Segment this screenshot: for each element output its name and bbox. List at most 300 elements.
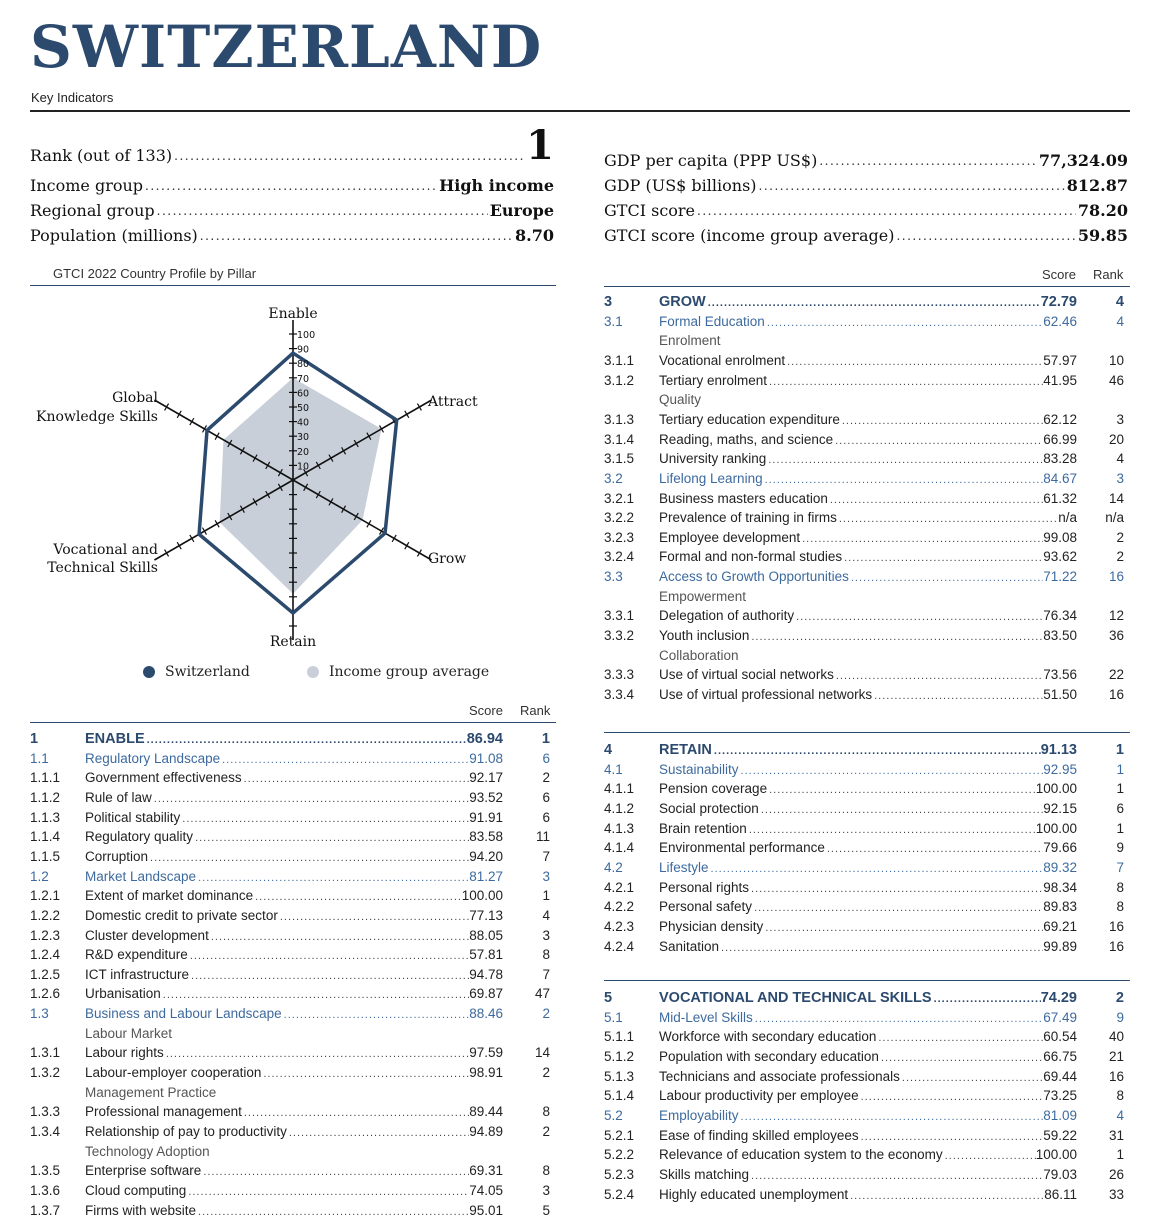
row-score: 59.22	[1043, 1127, 1077, 1143]
axis-label-attract: Attract	[428, 394, 478, 410]
row-rank: 1	[541, 731, 550, 747]
indicator-label: Rank (out of 133)	[30, 146, 173, 165]
group-heading-row	[30, 1144, 556, 1164]
leader-dots	[842, 415, 1043, 427]
row-score: 100.00	[1035, 1147, 1077, 1163]
row-score: 41.95	[1043, 372, 1077, 388]
leader-dots	[861, 1131, 1044, 1143]
row-score: 81.27	[469, 868, 503, 884]
leader-dots	[191, 970, 469, 982]
indicator-row	[604, 510, 1130, 530]
row-number: 3.3.4	[604, 687, 635, 702]
row-score: 97.59	[469, 1045, 503, 1061]
row-rank: 26	[1108, 1166, 1124, 1182]
sub-pillar-row	[604, 569, 1130, 589]
indicator-row	[604, 412, 1130, 432]
row-number: 3.1	[604, 313, 623, 329]
leader-dots	[902, 1072, 1043, 1084]
radar-chart	[30, 290, 556, 650]
indicator-row	[604, 919, 1130, 939]
indicator-label: GTCI score (income group average)	[604, 226, 895, 245]
row-rank: 2	[542, 1006, 550, 1022]
row-score: 84.67	[1043, 470, 1077, 486]
grow-table-rule	[604, 286, 1130, 287]
row-name: Quality	[659, 392, 702, 408]
leader-dots	[711, 863, 1044, 875]
title-divider	[30, 110, 1130, 112]
leader-dots	[741, 1111, 1044, 1123]
leader-dots	[244, 773, 470, 785]
row-score: 91.13	[1040, 742, 1077, 758]
indicator-row	[604, 353, 1130, 373]
row-name: Use of virtual social networks	[659, 667, 834, 683]
row-score: 89.83	[1043, 899, 1077, 915]
row-name: Firms with website	[85, 1202, 197, 1218]
indicator-value: Europe	[489, 201, 554, 220]
row-score: 99.08	[1043, 529, 1077, 545]
row-number: 4.1.1	[604, 781, 635, 797]
row-number: 3.3.2	[604, 628, 635, 644]
leader-dots	[851, 572, 1043, 584]
leader-dots	[150, 852, 469, 864]
row-rank: 33	[1108, 1186, 1124, 1202]
row-rank: 9	[1116, 840, 1124, 856]
row-name: Business and Labour Landscape	[85, 1006, 282, 1022]
leader-dots	[850, 1190, 1044, 1202]
sub-pillar-row	[30, 751, 556, 771]
indicator-row	[604, 1167, 1130, 1187]
row-rank: 36	[1108, 628, 1124, 644]
row-number: 3.2	[604, 470, 623, 486]
page-title: SWITZERLAND	[30, 13, 543, 81]
indicator-row	[30, 888, 556, 908]
row-name: Enterprise software	[85, 1163, 202, 1179]
axis-label-grow: Grow	[428, 551, 467, 567]
row-rank: 4	[1116, 451, 1124, 467]
leader-dots	[827, 843, 1043, 855]
row-number: 1.2.5	[30, 966, 61, 982]
row-name: Relevance of education system to the economy	[659, 1147, 943, 1163]
row-score: 66.99	[1043, 431, 1077, 447]
row-number: 5	[604, 990, 613, 1006]
indicator-row	[604, 1049, 1130, 1069]
leader-dots	[751, 1170, 1043, 1182]
row-score: 86.11	[1044, 1186, 1077, 1202]
row-name: Highly educated unemployment	[659, 1186, 849, 1202]
row-number: 1.2	[30, 868, 49, 884]
row-rank: 8	[542, 947, 550, 963]
row-name: Employee development	[659, 529, 801, 545]
row-rank: 8	[1116, 1088, 1124, 1104]
indicator-label: Income group	[30, 176, 144, 195]
indicator-row	[604, 1128, 1130, 1148]
row-score: 88.46	[469, 1006, 503, 1022]
row-number: 1.3.4	[30, 1124, 61, 1139]
legend-dot-country	[143, 666, 155, 678]
row-name: Social protection	[659, 800, 759, 816]
row-rank: 40	[1108, 1029, 1124, 1045]
row-name: Pension coverage	[659, 781, 768, 797]
row-score: 60.54	[1043, 1029, 1077, 1045]
row-name: Sustainability	[659, 761, 739, 777]
row-number: 1.1.2	[30, 789, 61, 805]
indicator-row	[30, 790, 556, 810]
row-number: 3.2.3	[604, 529, 635, 545]
indicator-row	[604, 781, 1130, 801]
row-score: 94.20	[469, 848, 503, 864]
leader-dots	[289, 1127, 469, 1139]
left-rank-header: Rank	[520, 703, 551, 718]
indicator-row	[604, 880, 1130, 900]
legend-label-average: Income group average	[329, 664, 490, 680]
row-rank: n/a	[1105, 510, 1124, 526]
indicator-value: 77,324.09	[1038, 151, 1128, 170]
row-number: 5.2	[604, 1107, 623, 1123]
row-number: 5.2.4	[604, 1186, 635, 1202]
leader-dots	[198, 872, 469, 884]
row-name: Cloud computing	[85, 1182, 187, 1198]
row-rank: 3	[1116, 411, 1124, 427]
row-name: Enrolment	[659, 333, 721, 349]
row-rank: 14	[534, 1045, 550, 1061]
chart-caption-rule	[30, 285, 556, 286]
row-name: Market Landscape	[85, 868, 197, 884]
row-rank: 8	[1116, 899, 1124, 915]
pillar-row	[604, 742, 1130, 762]
leader-dots	[836, 670, 1043, 682]
indicator-row	[30, 1045, 556, 1065]
vts-table-rule	[604, 980, 1130, 981]
row-score: 100.00	[461, 888, 503, 904]
row-score: 62.46	[1043, 313, 1077, 329]
leader-dots	[839, 513, 1058, 525]
row-number: 4.1.4	[604, 840, 635, 856]
row-name: Rule of law	[85, 789, 152, 805]
row-name: Vocational enrolment	[659, 352, 786, 368]
row-name: Prevalence of training in firms	[659, 510, 837, 526]
row-rank: 3	[1116, 470, 1124, 486]
row-name: RETAIN	[659, 742, 712, 758]
row-rank: 9	[1116, 1009, 1124, 1025]
indicator-label: GDP (US$ billions)	[604, 176, 757, 195]
row-number: 1.2.1	[30, 888, 61, 904]
row-name: Tertiary education expenditure	[659, 411, 840, 427]
row-score: 57.97	[1043, 352, 1077, 368]
leader-dots	[751, 883, 1043, 895]
indicator-row	[604, 373, 1130, 393]
row-number: 1.3.7	[30, 1202, 61, 1218]
indicator-row	[30, 908, 556, 928]
row-name: Ease of finding skilled employees	[659, 1127, 859, 1143]
legend-average	[307, 664, 489, 680]
row-name: Tertiary enrolment	[659, 372, 768, 388]
leader-dots	[751, 631, 1043, 643]
row-name: Labour productivity per employee	[659, 1088, 859, 1104]
row-score: 93.62	[1043, 549, 1077, 565]
sub-pillar-row	[30, 1006, 556, 1026]
row-name: ICT infrastructure	[85, 966, 190, 982]
row-rank: 46	[1108, 372, 1124, 388]
leader-dots	[796, 611, 1043, 623]
retain-table-rule	[604, 732, 1130, 733]
row-number: 5.1	[604, 1009, 623, 1025]
indicator-row	[30, 1183, 556, 1203]
row-rank: 21	[1108, 1048, 1124, 1064]
leader-dots	[211, 931, 469, 943]
row-name: Empowerment	[659, 588, 747, 604]
indicator-row	[604, 1069, 1130, 1089]
leader-dots	[765, 474, 1044, 486]
row-score: 94.89	[469, 1124, 503, 1139]
leader-dots	[244, 1107, 469, 1119]
leader-dots	[188, 1186, 469, 1198]
leader-dots	[163, 989, 469, 1001]
row-number: 1.3.3	[30, 1104, 61, 1120]
row-name: Personal safety	[659, 899, 753, 915]
row-score: 73.25	[1043, 1088, 1077, 1104]
row-number: 1.2.3	[30, 927, 61, 943]
leader-dots	[769, 376, 1043, 388]
row-rank: 16	[1108, 918, 1124, 934]
indicator-value: 812.87	[1066, 176, 1128, 195]
row-rank: 8	[542, 1163, 550, 1179]
tick-label: 10	[297, 461, 310, 473]
row-score: 92.95	[1043, 761, 1077, 777]
tick-label: 90	[297, 344, 310, 356]
indicator-row	[604, 840, 1130, 860]
leader-dots	[844, 552, 1043, 564]
row-name: Urbanisation	[85, 986, 161, 1002]
indicator-value: 1	[526, 122, 554, 169]
row-name: Use of virtual professional networks	[659, 687, 873, 702]
row-score: 94.78	[469, 966, 503, 982]
indicator-row	[604, 687, 1130, 707]
leader-dots	[878, 1032, 1043, 1044]
group-heading-row	[604, 589, 1130, 609]
row-number: 3.1.3	[604, 411, 635, 427]
row-number: 3.1.5	[604, 451, 635, 467]
leader-dots	[787, 356, 1043, 368]
row-name: Physician density	[659, 918, 764, 934]
key-indicator-gtci-income-avg	[604, 220, 1128, 245]
row-number: 4.2	[604, 859, 623, 875]
row-number: 3.3.1	[604, 608, 635, 624]
row-name: R&D expenditure	[85, 947, 188, 963]
row-name: Technicians and associate professionals	[659, 1068, 900, 1084]
row-name: VOCATIONAL AND TECHNICAL SKILLS	[659, 990, 932, 1006]
leader-dots	[222, 754, 469, 766]
row-number: 1.3.5	[30, 1163, 61, 1179]
row-name: Relationship of pay to productivity	[85, 1124, 287, 1139]
row-score: 69.87	[469, 986, 503, 1002]
leader-dots	[721, 942, 1043, 954]
leader-dots	[874, 690, 1043, 702]
row-number: 4.1	[604, 761, 623, 777]
row-rank: 22	[1108, 667, 1124, 683]
row-name: Mid-Level Skills	[659, 1009, 753, 1025]
leader-dots	[768, 454, 1043, 466]
row-name: Skills matching	[659, 1166, 750, 1182]
row-rank: 4	[542, 907, 550, 923]
pillar-row	[604, 294, 1130, 314]
row-score: 57.81	[469, 947, 503, 963]
indicator-row	[604, 549, 1130, 569]
leader-dots	[708, 297, 1041, 309]
row-rank: 6	[542, 750, 550, 766]
row-score: 92.15	[1043, 800, 1077, 816]
row-name: Lifelong Learning	[659, 470, 763, 486]
indicator-row	[30, 967, 556, 987]
row-rank: 2	[1116, 529, 1124, 545]
page-subtitle: Key Indicators	[31, 90, 114, 105]
leader-dots	[754, 902, 1043, 914]
indicator-row	[604, 1029, 1130, 1049]
row-rank: 8	[542, 1104, 550, 1120]
row-name: Professional management	[85, 1104, 242, 1120]
row-number: 5.1.2	[604, 1048, 635, 1064]
row-name: Reading, maths, and science	[659, 431, 834, 447]
row-number: 1.3.2	[30, 1065, 61, 1081]
row-rank: 6	[1116, 800, 1124, 816]
tick-label: 60	[297, 388, 310, 400]
row-score: 62.12	[1043, 411, 1077, 427]
row-score: 91.08	[469, 750, 503, 766]
leader-dots	[881, 1052, 1043, 1064]
row-score: 71.22	[1043, 569, 1077, 585]
leader-dots	[154, 793, 469, 805]
row-name: Employability	[659, 1107, 739, 1123]
group-heading-row	[604, 648, 1130, 668]
row-rank: 16	[1108, 938, 1124, 954]
key-indicator-gdp-per-capita	[604, 145, 1128, 170]
row-score: 69.31	[469, 1163, 503, 1179]
leader-dots	[934, 993, 1041, 1005]
leader-dots	[195, 832, 469, 844]
right-rank-header: Rank	[1093, 267, 1124, 282]
left-score-header: Score	[469, 703, 503, 718]
key-indicator-gdp	[604, 170, 1128, 195]
left-table-rule	[30, 722, 556, 723]
row-score: 89.32	[1043, 859, 1077, 875]
row-number: 4.1.3	[604, 820, 635, 836]
indicator-row	[604, 1088, 1130, 1108]
indicator-row	[30, 1065, 556, 1085]
row-score: n/a	[1058, 510, 1077, 526]
row-number: 3.1.1	[604, 352, 635, 368]
row-name: Labour-employer cooperation	[85, 1065, 262, 1081]
indicator-row	[604, 451, 1130, 471]
row-rank: 7	[542, 848, 550, 864]
row-name: Regulatory Landscape	[85, 750, 221, 766]
leader-dots	[203, 1166, 469, 1178]
row-rank: 3	[542, 927, 550, 943]
leader-dots	[749, 824, 1036, 836]
row-rank: 2	[542, 1065, 550, 1081]
tick-label: 70	[297, 373, 310, 385]
row-number: 4.2.4	[604, 938, 635, 954]
axis-label-global: Knowledge Skills	[35, 409, 158, 425]
row-name: Lifestyle	[659, 859, 709, 875]
row-number: 1.3	[30, 1006, 49, 1022]
indicator-label: GDP per capita (PPP US$)	[604, 151, 818, 170]
indicator-label: Regional group	[30, 201, 155, 220]
indicator-row	[604, 939, 1130, 959]
row-score: 100.00	[1035, 820, 1077, 836]
row-rank: 6	[542, 789, 550, 805]
row-score: 73.56	[1043, 667, 1077, 683]
row-number: 1.1.4	[30, 829, 61, 845]
indicator-row	[30, 1203, 556, 1223]
row-rank: 3	[542, 1182, 550, 1198]
leader-dots	[741, 765, 1044, 777]
row-name: Youth inclusion	[659, 628, 750, 644]
row-number: 4.2.1	[604, 879, 635, 895]
indicator-row	[604, 608, 1130, 628]
leader-dots	[147, 734, 467, 746]
sub-pillar-row	[604, 762, 1130, 782]
leader-dots	[830, 494, 1043, 506]
row-number: 4.1.2	[604, 800, 635, 816]
row-rank: 4	[1115, 294, 1124, 310]
row-score: 83.28	[1043, 451, 1077, 467]
row-number: 3	[604, 294, 613, 310]
axis-label-vocational: Technical Skills	[47, 560, 158, 576]
row-name: Personal rights	[659, 879, 750, 895]
row-score: 83.58	[469, 829, 503, 845]
row-name: Workforce with secondary education	[659, 1029, 877, 1045]
row-rank: 1	[1115, 742, 1124, 758]
indicator-row	[604, 432, 1130, 452]
row-rank: 16	[1108, 569, 1124, 585]
row-number: 3.3	[604, 569, 623, 585]
row-rank: 14	[1108, 490, 1124, 506]
indicator-row	[30, 1163, 556, 1183]
row-score: 79.03	[1043, 1166, 1077, 1182]
leader-dots	[769, 784, 1036, 796]
row-number: 5.1.1	[604, 1029, 635, 1045]
indicator-row	[30, 947, 556, 967]
row-score: 72.79	[1040, 294, 1077, 310]
row-score: 77.13	[469, 907, 503, 923]
indicator-label: Population (millions)	[30, 226, 198, 245]
row-name: Domestic credit to private sector	[85, 907, 278, 923]
row-name: Brain retention	[659, 820, 747, 836]
right-score-header: Score	[1042, 267, 1076, 282]
row-rank: 1	[1116, 1147, 1124, 1163]
legend-label-country: Switzerland	[165, 664, 250, 680]
row-number: 3.2.2	[604, 510, 635, 526]
row-score: 67.49	[1043, 1009, 1077, 1025]
tick-label: 100	[297, 330, 316, 341]
row-number: 5.2.2	[604, 1147, 635, 1163]
row-name: Sanitation	[659, 938, 720, 954]
row-number: 1.2.4	[30, 947, 61, 963]
row-rank: 1	[1116, 761, 1124, 777]
tick-label: 40	[297, 417, 310, 429]
group-heading-row	[30, 1085, 556, 1105]
row-score: 69.21	[1043, 918, 1077, 934]
sub-pillar-row	[604, 471, 1130, 491]
row-score: 99.89	[1043, 938, 1077, 954]
key-indicator-gtci-score	[604, 195, 1128, 220]
row-number: 1.1.3	[30, 809, 61, 825]
pillar-row	[604, 990, 1130, 1010]
row-score: 89.44	[469, 1104, 503, 1120]
leader-dots	[761, 804, 1043, 816]
row-number: 5.2.1	[604, 1127, 635, 1143]
leader-dots	[280, 911, 469, 923]
key-indicator-regional-group	[30, 195, 554, 220]
